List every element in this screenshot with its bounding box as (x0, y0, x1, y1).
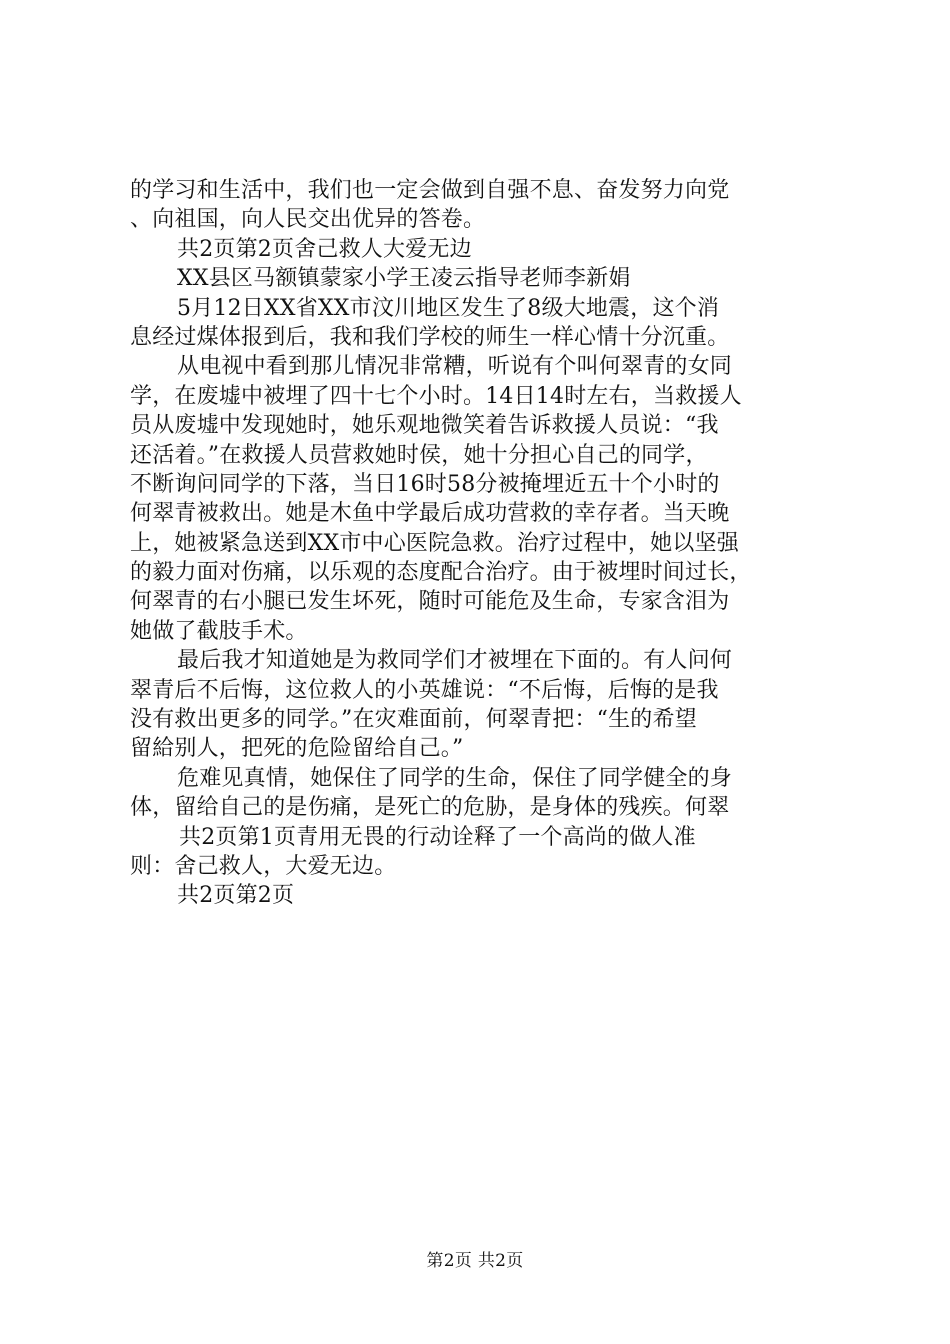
text-line: 则：舍己救人，大爱无边。 (130, 853, 397, 879)
text-line: 不断询问同学的下落，当日16时58分被掩埋近五十个小时的 (130, 471, 720, 497)
text-line: 、向祖国，向人民交出优异的答卷。 (130, 207, 486, 233)
text-line: 留給别人，把死的危险留给自己。” (130, 736, 464, 762)
text-line: 没有救出更多的同学。”在灾难面前，何翠青把：“生的希望 (130, 707, 697, 733)
text-line: 上，她被紧急送到XX市中心医院急救。治疗过程中，她以坚强 (130, 530, 739, 556)
text-line: 何翠青被救出。她是木鱼中学最后成功营救的幸存者。当天晚 (130, 501, 730, 527)
text-line: 从电视中看到那儿情况非常糟，听说有个叫何翠青的女同 (177, 354, 733, 380)
text-line: 还活着。”在救援人员营救她时侯，她十分担心自己的同学， (130, 442, 708, 468)
page-marker: 共2页第2页 (177, 883, 295, 909)
text-line: 学，在废墟中被埋了四十七个小时。14日14时左右，当救援人 (130, 383, 742, 409)
text-line: 员从废墟中发现她时，她乐观地微笑着告诉救援人员说：“我 (130, 413, 719, 439)
author-line: XX县区马额镇蒙家小学王凌云指导老师李新娟 (177, 266, 631, 292)
text-line: 危难见真情，她保住了同学的生命，保住了同学健全的身 (177, 765, 733, 791)
text-line: 的毅力面对伤痛，以乐观的态度配合治疗。由于被埋时间过长， (130, 560, 752, 586)
text-line: 最后我才知道她是为救同学们才被埋在下面的。有人问何 (177, 648, 733, 674)
text-line: 息经过煤体报到后，我和我们学校的师生一样心情十分沉重。 (130, 324, 730, 350)
text-line: 共2页第1页青用无畏的行动诠释了一个高尚的做人准 (179, 824, 696, 850)
page-footer: 第2页 共2页 (426, 1251, 524, 1271)
page-marker-title: 共2页第2页舍己救人大爱无边 (177, 236, 472, 262)
text-line: 5月12日XX省XX市汶川地区发生了8级大地震，这个消 (177, 295, 720, 321)
document-body (130, 176, 830, 911)
text-line: 翠青后不后悔，这位救人的小英雄说：“不后悔，后悔的是我 (130, 677, 719, 703)
text-line: 何翠青的右小腿已发生坏死，随时可能危及生命，专家含泪为 (130, 589, 730, 615)
text-line: 她做了截肢手术。 (130, 618, 308, 644)
text-line: 体，留给自己的是伤痛，是死亡的危胁，是身体的残疾。何翠 (130, 795, 730, 821)
text-line: 的学习和生活中，我们也一定会做到自强不息、奋发努力向党 (130, 178, 730, 203)
